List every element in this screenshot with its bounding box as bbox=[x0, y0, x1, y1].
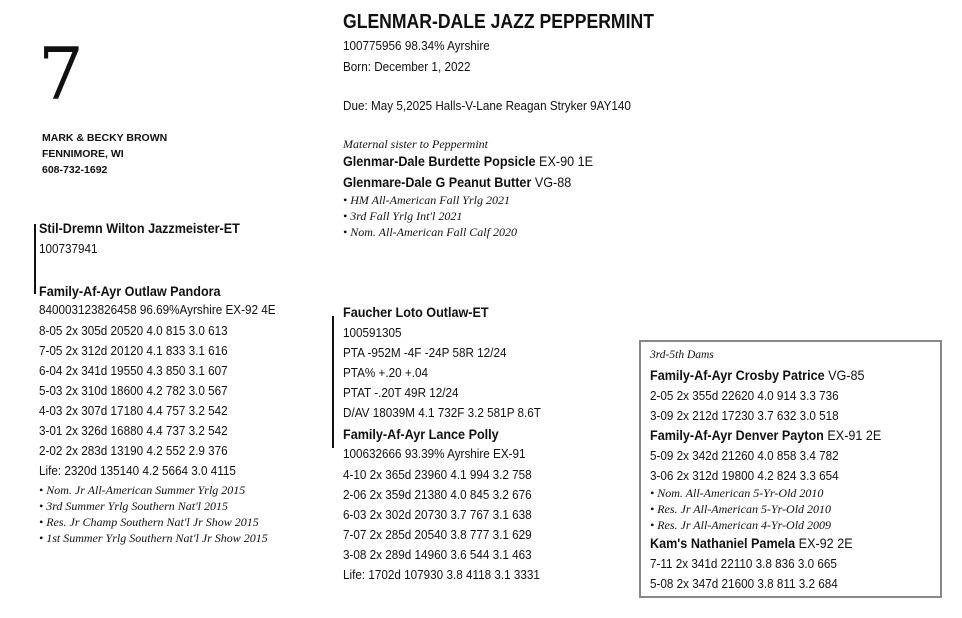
record-row: 7-07 2x 285d 20540 3.8 777 3.1 629 bbox=[343, 527, 532, 542]
pedigree-bracket-dam-sire bbox=[332, 316, 334, 448]
sire-registration: 100737941 bbox=[39, 241, 98, 256]
record-row: 7-11 2x 341d 22110 3.8 836 3.0 665 bbox=[650, 556, 837, 571]
dam-honor: • 3rd Summer Yrlg Southern Nat'l 2015 bbox=[39, 499, 228, 513]
consignor-block bbox=[42, 130, 167, 178]
sire-name: Stil-Dremn Wilton Jazzmeister-ET bbox=[39, 220, 240, 236]
maternal-note: Maternal sister to Peppermint bbox=[343, 137, 488, 151]
record-row: 6-04 2x 341d 19550 4.3 850 3.1 607 bbox=[39, 363, 228, 378]
maternal-sister-1-grade: EX-90 1E bbox=[535, 153, 594, 169]
third-dam-grade: VG-85 bbox=[824, 367, 865, 383]
dam-registration: 840003123826458 96.69%Ayrshire EX-92 4E bbox=[39, 302, 276, 317]
lot-number: 7 bbox=[38, 32, 84, 116]
record-row: 5-08 2x 347d 21600 3.8 811 3.2 684 bbox=[650, 576, 838, 591]
record-row: 3-06 2x 312d 19800 4.2 824 3.3 654 bbox=[650, 468, 839, 483]
pedigree-bracket-sire bbox=[34, 224, 36, 294]
fourth-dam-name: Family-Af-Ayr Denver Payton bbox=[650, 427, 824, 443]
record-row: 2-02 2x 283d 13190 4.2 552 2.9 376 bbox=[39, 443, 228, 458]
record-row: 3-01 2x 326d 16880 4.4 737 3.2 542 bbox=[39, 423, 228, 438]
fifth-dam-name: Kam's Nathaniel Pamela bbox=[650, 535, 796, 551]
third-dam-name: Family-Af-Ayr Crosby Patrice bbox=[650, 367, 825, 383]
lifetime-row: Life: 1702d 107930 3.8 4118 3.1 3331 bbox=[343, 567, 540, 582]
dam-honor: • Res. Jr Champ Southern Nat'l Jr Show 2015 bbox=[39, 515, 259, 529]
dam-honors bbox=[39, 482, 268, 546]
dam-sire-registration: 100591305 bbox=[343, 325, 402, 340]
dams-box-header: 3rd-5th Dams bbox=[650, 349, 714, 361]
granddam-records bbox=[343, 465, 540, 585]
fourth-dam-grade: EX-91 2E bbox=[823, 427, 882, 443]
record-row: 8-05 2x 305d 20520 4.0 815 3.0 613 bbox=[39, 323, 228, 338]
granddam-registration: 100632666 93.39% Ayrshire EX-91 bbox=[343, 446, 526, 461]
animal-due-date: Due: May 5,2025 Halls-V-Lane Reagan Stryker 9AY140 bbox=[343, 98, 631, 113]
maternal-sister-2-name: Glenmare-Dale G Peanut Butter bbox=[343, 174, 532, 190]
fifth-dam-records bbox=[650, 554, 838, 594]
record-row: 2-05 2x 355d 22620 4.0 914 3.3 736 bbox=[650, 388, 839, 403]
dam-honor: • 1st Summer Yrlg Southern Nat'l Jr Show 2015 bbox=[39, 531, 268, 545]
record-row: 4-10 2x 365d 23960 4.1 994 3.2 758 bbox=[343, 467, 532, 482]
record-row: 5-09 2x 342d 21260 4.0 858 3.4 782 bbox=[650, 448, 839, 463]
record-row: 6-03 2x 302d 20730 3.7 767 3.1 638 bbox=[343, 507, 532, 522]
animal-name: GLENMAR-DALE JAZZ PEPPERMINT bbox=[343, 11, 654, 33]
third-dam-records bbox=[650, 386, 839, 426]
fifth-dam bbox=[650, 535, 853, 551]
dam-sire-info bbox=[343, 323, 541, 423]
record-row: 2-06 2x 359d 21380 4.0 845 3.2 676 bbox=[343, 487, 532, 502]
granddam-name: Family-Af-Ayr Lance Polly bbox=[343, 426, 499, 442]
fourth-dam-honor: • Res. Jr All-American 5-Yr-Old 2010 bbox=[650, 502, 832, 516]
consignor-name: MARK & BECKY BROWN bbox=[42, 132, 168, 144]
fourth-dam-honor: • Nom. All-American 5-Yr-Old 2010 bbox=[650, 486, 824, 500]
lifetime-row: Life: 2320d 135140 4.2 5664 3.0 4115 bbox=[39, 463, 236, 478]
record-row: 3-09 2x 212d 17230 3.7 632 3.0 518 bbox=[650, 408, 839, 423]
maternal-sister-1 bbox=[343, 153, 593, 169]
record-row: 7-05 2x 312d 20120 4.1 833 3.1 616 bbox=[39, 343, 228, 358]
record-row: 5-03 2x 310d 18600 4.2 782 3.0 567 bbox=[39, 383, 228, 398]
animal-birthdate: Born: December 1, 2022 bbox=[343, 59, 471, 74]
consignor-location: FENNIMORE, WI bbox=[42, 148, 124, 160]
dam-sire-ptat: PTAT -.20T 49R 12/24 bbox=[343, 385, 459, 400]
maternal-sister-2-grade: VG-88 bbox=[531, 174, 572, 190]
record-row: 3-08 2x 289d 14960 3.6 544 3.1 463 bbox=[343, 547, 532, 562]
maternal-honors bbox=[343, 192, 517, 240]
consignor-phone: 608-732-1692 bbox=[42, 164, 108, 176]
fourth-dam-honors bbox=[650, 485, 831, 533]
dam-name: Family-Af-Ayr Outlaw Pandora bbox=[39, 283, 221, 299]
animal-registration: 100775956 98.34% Ayrshire bbox=[343, 38, 490, 53]
fourth-dam-honor: • Res. Jr All-American 4-Yr-Old 2009 bbox=[650, 518, 832, 532]
fifth-dam-grade: EX-92 2E bbox=[795, 535, 853, 551]
maternal-sister-2 bbox=[343, 174, 571, 190]
fourth-dam-records bbox=[650, 446, 839, 486]
dam-sire-dav: D/AV 18039M 4.1 732F 3.2 581P 8.6T bbox=[343, 405, 541, 420]
record-row: 4-03 2x 307d 17180 4.4 757 3.2 542 bbox=[39, 403, 228, 418]
fourth-dam bbox=[650, 427, 881, 443]
dam-sire-name: Faucher Loto Outlaw-ET bbox=[343, 304, 489, 320]
third-dam bbox=[650, 367, 865, 383]
dam-honor: • Nom. Jr All-American Summer Yrlg 2015 bbox=[39, 483, 246, 497]
maternal-honor: • HM All-American Fall Yrlg 2021 bbox=[343, 193, 510, 207]
maternal-honor: • 3rd Fall Yrlg Int'l 2021 bbox=[343, 209, 463, 223]
dam-records bbox=[39, 321, 236, 481]
maternal-sister-1-name: Glenmar-Dale Burdette Popsicle bbox=[343, 153, 536, 169]
dam-sire-pta-percent: PTA% +.20 +.04 bbox=[343, 365, 428, 380]
dam-sire-pta: PTA -952M -4F -24P 58R 12/24 bbox=[343, 345, 507, 360]
maternal-honor: • Nom. All-American Fall Calf 2020 bbox=[343, 225, 517, 239]
